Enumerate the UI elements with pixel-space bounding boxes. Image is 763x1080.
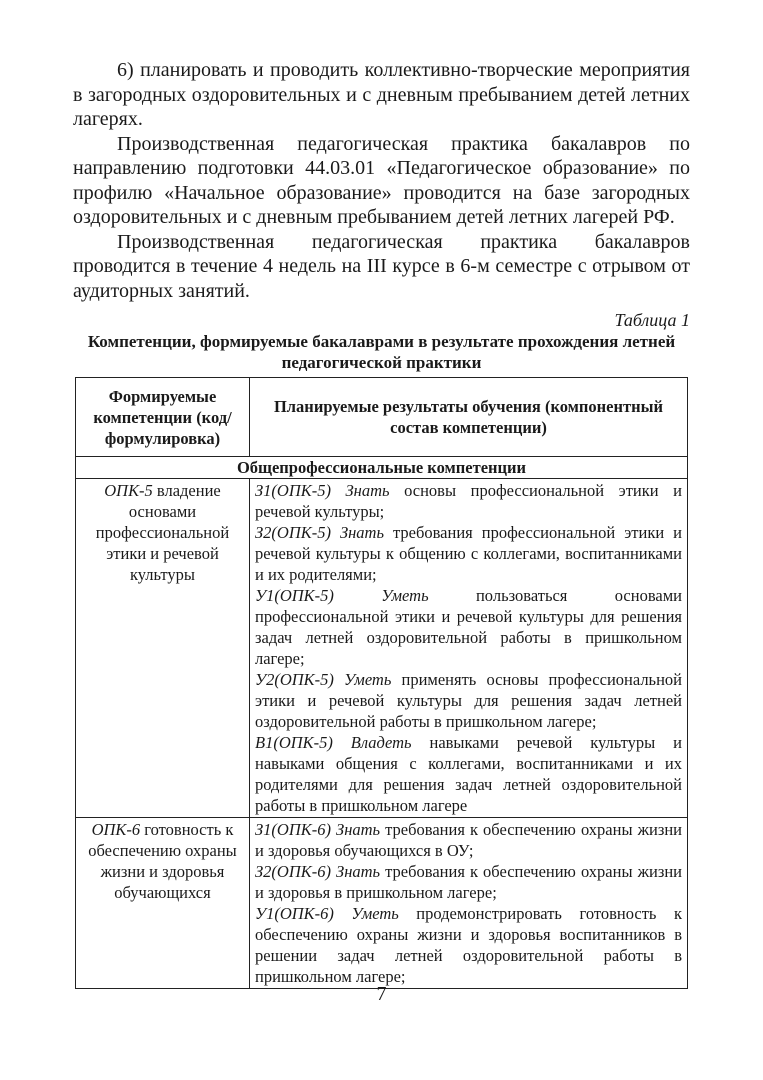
competency-code: ОПК-5 (104, 481, 153, 500)
result-text: требования к обеспечению охраны жизни и здоровья обучающихся в ОУ; (255, 820, 683, 860)
result-item (255, 732, 682, 816)
result-text: пользоваться основами профессиональной этики и речевой культуры для решения задач летней оздоровительной работы в пришкольном лагере; (255, 586, 682, 668)
competency-description: владение основами профессиональной этики и речевой культуры (95, 481, 230, 584)
result-verb: Знать (339, 523, 384, 542)
result-verb: Знать (336, 820, 381, 839)
result-text: требования к обеспечению охраны жизни и здоровья в пришкольном лагере; (255, 862, 683, 902)
result-item (255, 903, 682, 987)
table-caption: Компетенции, формируемые бакалаврами в результате прохождения летней педагогической практики (87, 332, 676, 372)
result-code: З1(ОПК-5) (255, 481, 331, 500)
paragraph: Производственная педагогическая практика бакалавров по направлению подготовки 44.03.01 «Педагогическое образование» по профилю «Начальное образование» проводится на базе загородных оздоровительных и с дневным пребыванием детей летних лагерей РФ. (73, 132, 690, 228)
table-header-row (76, 378, 688, 457)
result-verb: Знать (345, 481, 390, 500)
result-code: У1(ОПК-6) (255, 904, 334, 923)
result-item (255, 669, 682, 732)
result-verb: Владеть (350, 733, 412, 752)
result-code: З2(ОПК-6) (255, 862, 331, 881)
paragraph: Производственная педагогическая практика бакалавров проводится в течение 4 недель на III курсе в 6-м семестре с отрывом от аудиторных занятий. (73, 230, 690, 302)
result-verb: Знать (336, 862, 381, 881)
page-number: 7 (376, 983, 387, 1005)
competency-description: готовность к обеспечению охраны жизни и здоровья обучающихся (88, 820, 237, 902)
header-competencies: Формируемые компетенции (код/формулировка) (76, 378, 250, 457)
result-text: продемонстрировать готовность к обеспечению охраны жизни и здоровья воспитанников в решении задач летней оздоровительной работы в пришкольном лагере; (255, 904, 682, 986)
result-text: навыками речевой культуры и навыками общения с коллегами, воспитанниками и их родителями для решения задач летней оздоровительной работы в пришкольном лагере (255, 733, 682, 815)
results-cell (250, 479, 688, 818)
result-verb: Уметь (344, 670, 392, 689)
competency-cell (76, 818, 250, 989)
header-results: Планируемые результаты обучения (компонентный состав компетенции) (250, 378, 688, 457)
result-text: применять основы профессиональной этики и речевой культуры для решения задач летней оздоровительной работы в пришкольном лагере; (255, 670, 682, 731)
paragraph: 6) планировать и проводить коллективно-творческие мероприятия в загородных оздоровительных и с дневным пребыванием детей летних лагерях. (73, 59, 690, 130)
result-text: основы профессиональной этики и речевой культуры; (255, 481, 682, 521)
result-text: требования профессиональной этики и речевой культуры к общению с коллегами, воспитанниками и их родителями; (255, 523, 682, 584)
result-code: З1(ОПК-6) (255, 820, 331, 839)
result-item (255, 585, 682, 669)
section-title: Общепрофессиональные компетенции (76, 457, 688, 479)
result-item (255, 480, 682, 522)
result-code: З2(ОПК-5) (255, 523, 331, 542)
result-item (255, 819, 682, 861)
competency-code: ОПК-6 (91, 820, 141, 839)
result-code: В1(ОПК-5) (255, 733, 333, 752)
result-code: У1(ОПК-5) (255, 586, 334, 605)
result-item (255, 522, 682, 585)
results-cell (250, 818, 688, 989)
table-row (76, 479, 688, 818)
section-row (76, 457, 688, 479)
result-item (255, 861, 682, 903)
page-body (73, 58, 690, 989)
result-code: У2(ОПК-5) (255, 670, 334, 689)
result-verb: Уметь (381, 586, 429, 605)
result-verb: Уметь (351, 904, 399, 923)
competency-cell (76, 479, 250, 818)
table-label: Таблица 1 (614, 310, 690, 330)
table-row (76, 818, 688, 989)
competencies-table (75, 377, 688, 989)
